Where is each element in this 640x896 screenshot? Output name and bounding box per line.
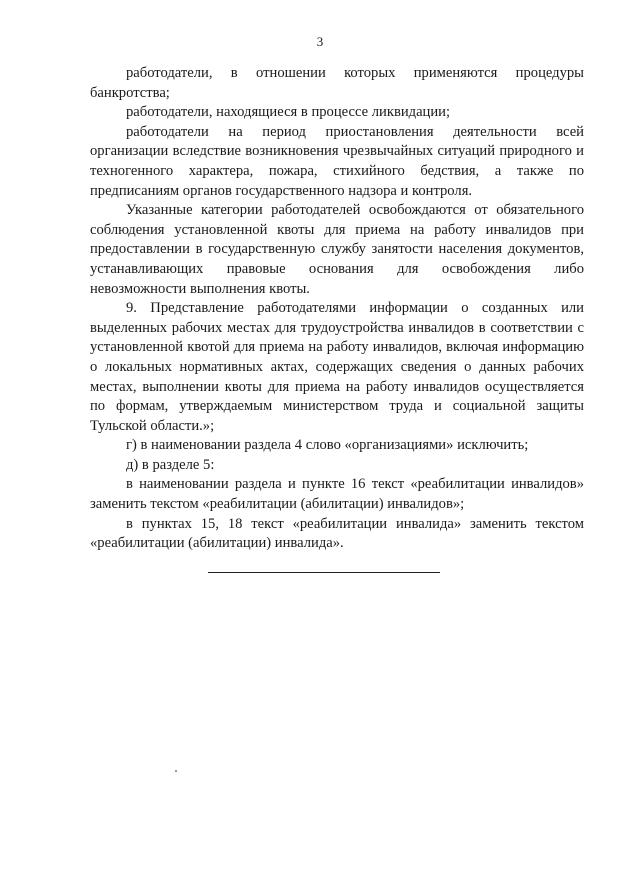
- paragraph-exemption: Указанные категории работодателей освобождаются от обязательного соблюдения установленной квоты для приема на работу инвалидов при предоставлении в государственную службу занятости населения документов, устанавливающих правовые основания для освобождения либо невозможности выполнения квоты.: [90, 202, 584, 297]
- paragraph-item-9: 9. Представление работодателями информации о созданных или выделенных рабочих местах для трудоустройства инвалидов в соответствии с установленной квотой для приема на работу инвалидов, включая информацию о локальных нормативных актах, содержащих сведения о данных рабочих местах, выполнении квоты для приема на работу инвалидов осуществляется по формам, утверждаемым министерством труда и социальной защиты Тульской области.»;: [90, 300, 584, 434]
- paragraph-suspension: работодатели на период приостановления деятельности всей организации вследствие возникновения чрезвычайных ситуаций природного и техногенного характера, пожара, стихийного бедствия, а также по предписаниям органов государственного надзора и контроля.: [90, 123, 584, 199]
- scan-speck: [175, 770, 177, 772]
- paragraph-amendment-g: г) в наименовании раздела 4 слово «организациями» исключить;: [126, 437, 529, 454]
- paragraph-bankruptcy: работодатели, в отношении которых применяются процедуры банкротства;: [90, 65, 584, 101]
- paragraph-items-15-18-change: в пунктах 15, 18 текст «реабилитации инвалида» заменить текстом «реабилитации (абилитации) инвалида».: [90, 515, 584, 552]
- paragraph-liquidation: работодатели, находящиеся в процессе ликвидации;: [126, 104, 451, 121]
- separator-line: [208, 572, 440, 573]
- page-number: 3: [316, 34, 324, 49]
- paragraph-amendment-d: д) в разделе 5:: [126, 456, 215, 473]
- document-body: [90, 64, 584, 554]
- paragraph-section-title-change: в наименовании раздела и пункте 16 текст «реабилитации инвалидов» заменить текстом «реабилитации (абилитации) инвалидов»;: [90, 476, 584, 513]
